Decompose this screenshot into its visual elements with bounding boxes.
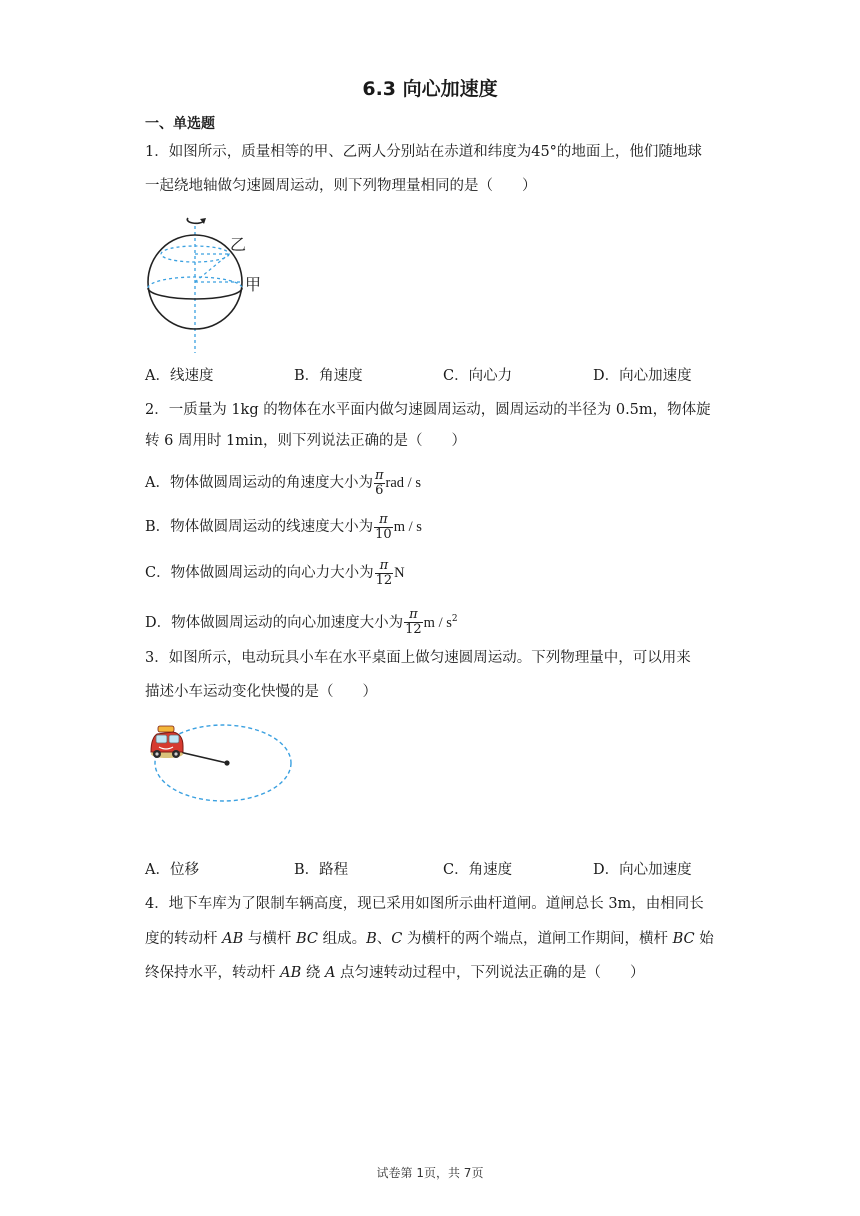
- q2-option-a-text: A．物体做圆周运动的角速度大小为: [145, 475, 373, 491]
- q4-stem-line2: 度的转动杆 AB 与横杆 BC 组成。B、C 为横杆的两个端点，道闸工作期间，横杆 BC 始: [145, 931, 714, 947]
- page-title: 6.3 向心加速度: [362, 78, 498, 100]
- q3-option-d[interactable]: D．向心加速度: [593, 862, 692, 878]
- q2-option-d-fraction: $\frac{\pi}{12}$: [405, 607, 422, 638]
- earth-rotation-figure: [140, 208, 280, 358]
- q2-option-c-text: C．物体做圆周运动的向心力大小为: [145, 565, 374, 581]
- q1-option-d[interactable]: D．向心加速度: [593, 368, 692, 384]
- q3-stem-line1: 3．如图所示，电动玩具小车在水平桌面上做匀速圆周运动。下列物理量中，可以用来: [145, 650, 691, 666]
- q3-option-c[interactable]: C．角速度: [443, 862, 513, 878]
- q1-stem-line1: 1．如图所示，质量相等的甲、乙两人分别站在赤道和纬度为45°的地面上，他们随地球: [145, 144, 702, 160]
- q2-option-c-fraction: $\frac{\pi}{12}$: [375, 557, 393, 588]
- q1-option-b[interactable]: B．角速度: [294, 368, 363, 384]
- q2-option-c[interactable]: [145, 558, 715, 588]
- q2-option-a-unit: rad / s: [385, 475, 421, 491]
- q1-stem-line2: 一起绕地轴做匀速圆周运动，则下列物理量相同的是（ ）: [145, 178, 537, 194]
- q2-option-d-text: D．物体做圆周运动的向心加速度大小为: [145, 614, 404, 631]
- q2-stem-line2: 转 6 周用时 1min，则下列说法正确的是（ ）: [145, 433, 467, 449]
- q2-option-d-unit: m / s: [423, 614, 452, 631]
- q2-option-a-fraction: $\frac{\pi}{6}$: [374, 467, 384, 498]
- section-heading: 一、单选题: [145, 116, 215, 132]
- toy-car-icon: [151, 726, 183, 758]
- q2-option-d[interactable]: [145, 604, 715, 638]
- q1-option-a[interactable]: A．线速度: [145, 368, 214, 384]
- q2-option-c-unit: N: [394, 565, 405, 581]
- q4-stem-line3: 终保持水平，转动杆 AB 绕 A 点匀速转动过程中，下列说法正确的是（ ）: [145, 965, 645, 981]
- q3-option-a[interactable]: A．位移: [145, 862, 199, 878]
- page-footer: 试卷第 1页，共 7页: [376, 1166, 484, 1180]
- q2-option-b-text: B．物体做圆周运动的线速度大小为: [145, 519, 374, 535]
- q2-option-b[interactable]: [145, 512, 715, 542]
- label-yi: 乙: [230, 235, 247, 254]
- q4-stem-line1: 4．地下车库为了限制车辆高度，现已采用如图所示曲杆道闸。道闸总长 3m，由相同长: [145, 896, 704, 912]
- q1-option-c[interactable]: C．向心力: [443, 368, 513, 384]
- q3-option-b[interactable]: B．路程: [294, 862, 349, 878]
- q2-option-d-exponent: 2: [451, 614, 458, 624]
- q2-option-b-unit: m / s: [393, 519, 422, 535]
- q3-stem-line2: 描述小车运动变化快慢的是（ ）: [145, 684, 377, 700]
- q2-option-a[interactable]: [145, 468, 715, 498]
- q2-stem-line1: 2．一质量为 1kg 的物体在水平面内做匀速圆周运动，圆周运动的半径为 0.5m，物体旋: [145, 402, 711, 418]
- label-jia: 甲: [245, 275, 262, 294]
- toy-car-circle-figure: [143, 724, 298, 809]
- q2-option-b-fraction: $\frac{\pi}{10}$: [375, 511, 392, 542]
